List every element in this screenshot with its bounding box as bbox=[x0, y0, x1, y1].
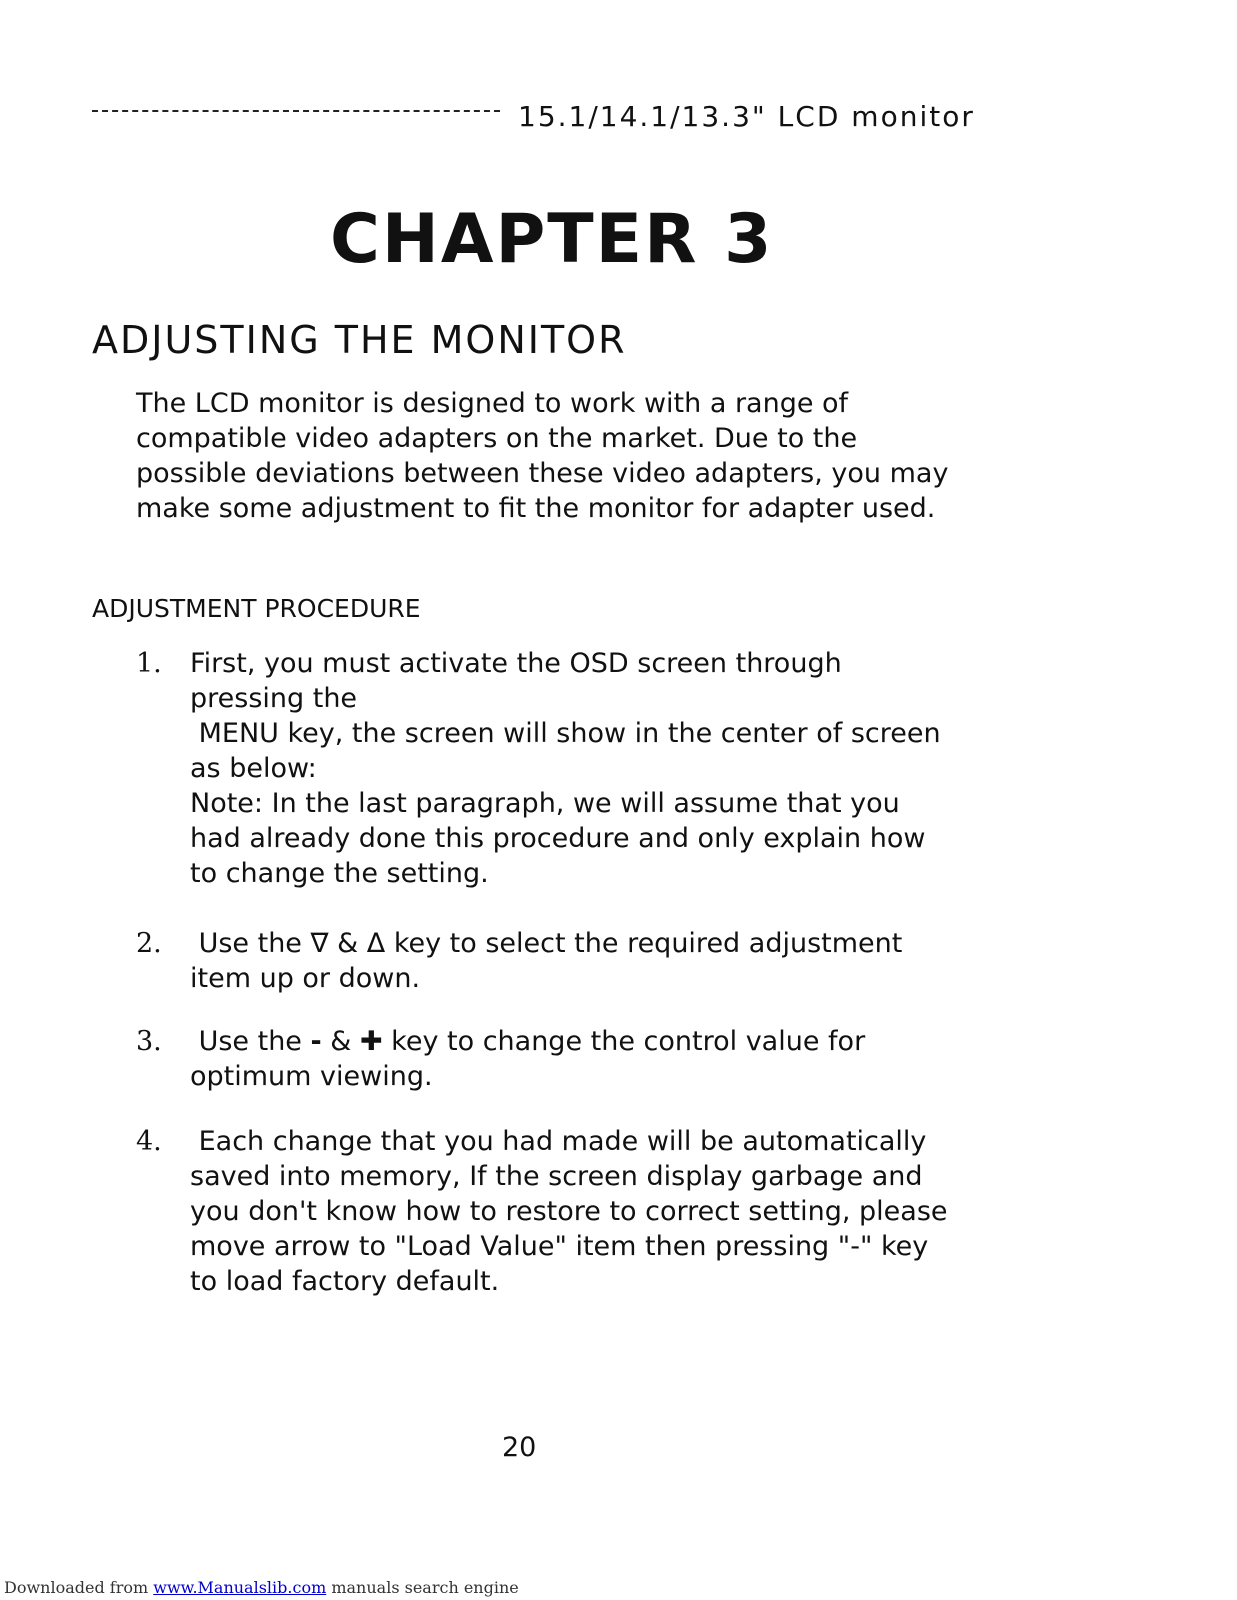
step-4 bbox=[136, 1124, 956, 1299]
intro-line: The LCD monitor is designed to work with a range of bbox=[136, 388, 849, 419]
chapter-title: CHAPTER 3 bbox=[330, 200, 774, 279]
minus-key-icon: - bbox=[310, 1026, 322, 1057]
step-line: First, you must activate the OSD screen through bbox=[190, 648, 842, 679]
step-line: move arrow to "Load Value" item then pressing "-" key bbox=[190, 1231, 929, 1262]
footer-prefix: Downloaded from bbox=[4, 1578, 154, 1597]
procedure-heading: ADJUSTMENT PROCEDURE bbox=[92, 594, 421, 623]
download-footer bbox=[4, 1578, 519, 1597]
intro-line: possible deviations between these video adapters, you may bbox=[136, 458, 949, 489]
step-body bbox=[190, 926, 956, 996]
step-text: key to change the control value for bbox=[382, 1026, 866, 1057]
header-title: 15.1/14.1/13.3" LCD monitor bbox=[518, 100, 975, 133]
step-line bbox=[190, 1024, 956, 1059]
step-body bbox=[190, 1024, 956, 1094]
note-line: to change the setting. bbox=[190, 858, 489, 889]
intro-paragraph bbox=[136, 386, 956, 526]
note-line: had already done this procedure and only explain how bbox=[190, 823, 926, 854]
section-title: ADJUSTING THE MONITOR bbox=[92, 318, 627, 362]
step-line: saved into memory, If the screen display garbage and bbox=[190, 1161, 923, 1192]
intro-line: compatible video adapters on the market. Due to the bbox=[136, 423, 858, 454]
header-rule bbox=[92, 110, 500, 112]
footer-suffix: manuals search engine bbox=[326, 1578, 519, 1597]
intro-line: make some adjustment to fit the monitor for adapter used. bbox=[136, 493, 936, 524]
note-text: : In the last paragraph, we will assume that you bbox=[253, 788, 900, 819]
note-line bbox=[190, 786, 956, 821]
step-line: pressing the bbox=[190, 683, 358, 714]
note-label: Note bbox=[190, 788, 254, 819]
manualslib-link[interactable]: www.Manualslib.com bbox=[153, 1578, 327, 1597]
step-line: you don't know how to restore to correct setting, please bbox=[190, 1196, 948, 1227]
plus-key-icon: ✚ bbox=[359, 1026, 383, 1057]
step-number: 4. bbox=[136, 1126, 162, 1157]
step-line: Each change that you had made will be automatically bbox=[190, 1126, 927, 1157]
step-text: & bbox=[321, 1026, 360, 1057]
step-number: 1. bbox=[136, 648, 162, 679]
step-body bbox=[190, 646, 956, 891]
step-number: 3. bbox=[136, 1026, 162, 1057]
step-line: to load factory default. bbox=[190, 1266, 500, 1297]
step-3 bbox=[136, 1024, 956, 1094]
step-1 bbox=[136, 646, 956, 891]
step-line: Use the ∇ & Δ key to select the required adjustment bbox=[190, 928, 903, 959]
step-text: Use the bbox=[190, 1026, 311, 1057]
step-line: item up or down. bbox=[190, 963, 421, 994]
step-line: as below: bbox=[190, 753, 317, 784]
step-body bbox=[190, 1124, 956, 1299]
step-number: 2. bbox=[136, 928, 162, 959]
step-line: MENU key, the screen will show in the center of screen bbox=[190, 718, 941, 749]
step-line: optimum viewing. bbox=[190, 1061, 433, 1092]
page-number: 20 bbox=[502, 1432, 537, 1463]
step-2 bbox=[136, 926, 956, 996]
